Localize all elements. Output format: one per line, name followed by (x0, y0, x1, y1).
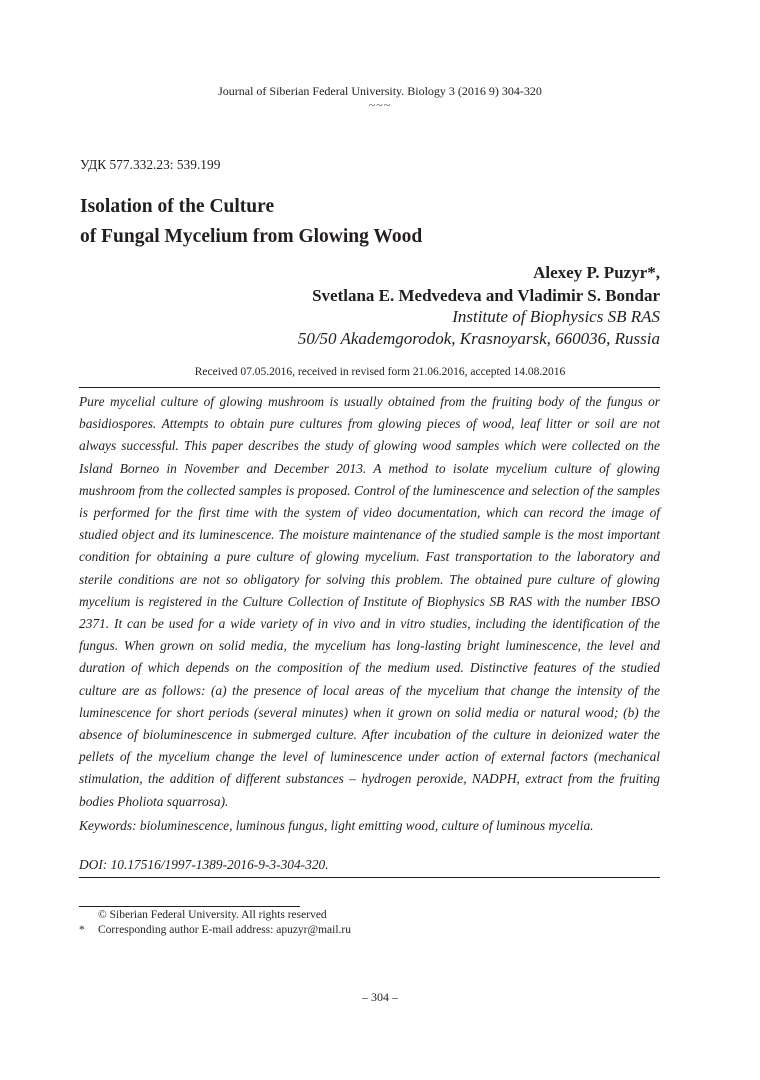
authors-line-2: Svetlana E. Medvedeva and Vladimir S. Bondar (312, 286, 660, 305)
keywords: Keywords: bioluminescence, luminous fungus, light emitting wood, culture of luminous mycelia. (79, 818, 594, 833)
abstract-top-rule (79, 387, 660, 388)
abstract-text: Pure mycelial culture of glowing mushroom is usually obtained from the fruiting body of the fungus or basidiospores. Attempts to obtain pure cultures from glowing pieces of wood, leaf litter or soil are not always successful. This paper describes the study of glowing wood samples which were collected on the Island Borneo in November and December 2013. A method to isolate mycelium culture of glowing mushroom from the collected samples is proposed. Control of the luminescence and selection of the samples is performed for the first time with the system of video documentation, which can record the image of studied object and its luminescence. The moisture maintenance of the studied sample is the most important condition for obtaining a pure culture of glowing mycelium. Fast transportation to the laboratory and sterile conditions are not so obligatory for solving this problem. The obtained pure culture of glowing mycelium is registered in the Culture Collection of Institute of Biophysics SB RAS with the number IBSO 2371. It can be used for a wide variety of in vivo and in vitro studies, including the identification of the fungus. When grown on solid media, the mycelium has long-lasting bright luminescence, the level and duration of which depends on the composition of the medium used. Distinctive features of the studied culture are as follows: (a) the presence of local areas of the mycelium that change the intensity of the luminescence for short periods (several minutes) when it grown on solid media or natural wood; (b) the absence of bioluminescence in submerged culture. After incubation of the culture in deionized water the pellets of the mycelium change the level of luminescence under action of external factors (mechanical stimulation, the addition of different substances – hydrogen peroxide, NADPH, extract from the fruiting bodies Pholiota squarrosa). (79, 394, 660, 809)
doi: DOI: 10.17516/1997-1389-2016-9-3-304-320. (79, 857, 329, 872)
corresponding-author-footnote (79, 924, 351, 936)
header-ornament: ~~~ (368, 98, 392, 112)
footnote-asterisk: * (79, 924, 85, 936)
authors-line-1: Alexey P. Puzyr*, (533, 263, 660, 282)
paper-title-line-2: of Fungal Mycelium from Glowing Wood (80, 226, 423, 247)
journal-header: Journal of Siberian Federal University. Biology 3 (2016 9) 304-320 (218, 84, 542, 98)
copyright-footnote: © Siberian Federal University. All rights reserved (98, 909, 327, 921)
abstract-bottom-rule (79, 877, 660, 878)
paper-title-line-1: Isolation of the Culture (80, 196, 275, 217)
udk-code: УДК 577.332.23: 539.199 (80, 157, 221, 172)
affiliation-line-1: Institute of Biophysics SB RAS (452, 307, 660, 326)
footnote-rule (79, 906, 300, 907)
page-number: – 304 – (362, 990, 398, 1004)
received-dates: Received 07.05.2016, received in revised form 21.06.2016, accepted 14.08.2016 (194, 366, 566, 378)
affiliation-line-2: 50/50 Akademgorodok, Krasnoyarsk, 660036, Russia (297, 329, 660, 348)
corresponding-author-text: Corresponding author E-mail address: apuzyr@mail.ru (98, 924, 351, 936)
